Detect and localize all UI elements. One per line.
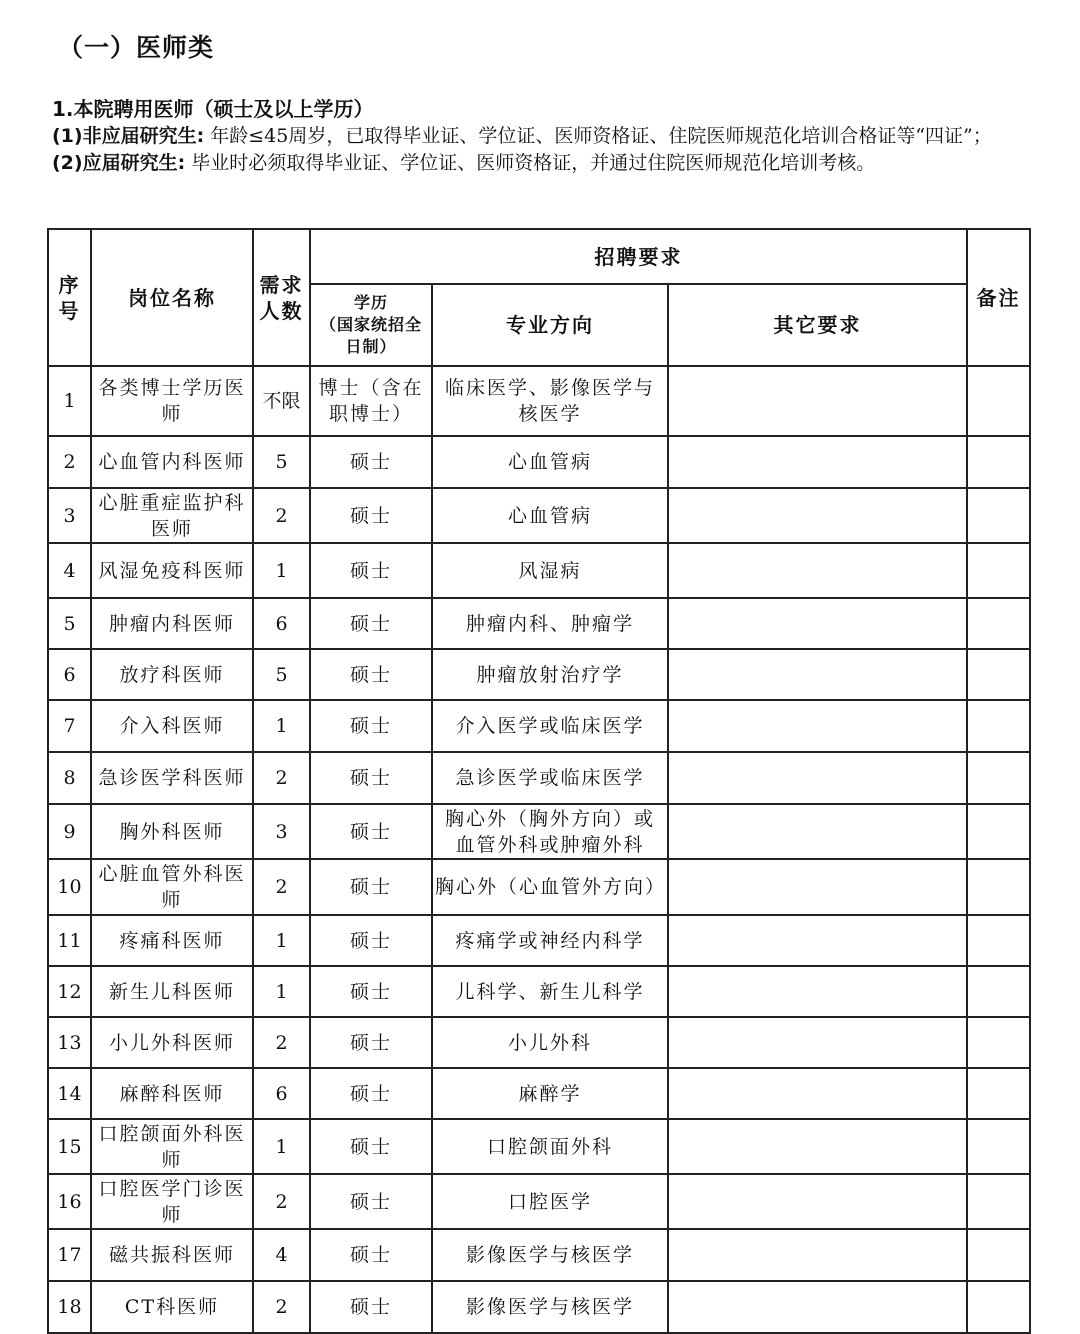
cell-major: 影像医学与核医学 [432,1281,668,1333]
header-row-1 [48,229,1030,284]
cell-education: 硕士 [310,543,432,598]
cell-no: 5 [48,598,91,649]
table-row [48,700,1030,752]
requirement-item-1 [52,123,1042,150]
table-row [48,1068,1030,1119]
cell-other [668,1119,967,1174]
cell-other [668,1068,967,1119]
requirement-item-1-text: 年龄≤45周岁，已取得毕业证、学位证、医师资格证、住院医师规范化培训合格证等“四证”； [204,125,992,147]
cell-other [668,649,967,700]
cell-no: 16 [48,1174,91,1229]
cell-major: 疼痛学或神经内科学 [432,915,668,966]
cell-no: 9 [48,804,91,859]
cell-no: 15 [48,1119,91,1174]
cell-other [668,598,967,649]
requirement-item-1-label: (1)非应届研究生: [52,125,205,147]
cell-major: 口腔医学 [432,1174,668,1229]
cell-position: 心血管内科医师 [91,436,253,488]
cell-other [668,752,967,804]
cell-count: 2 [253,1017,310,1068]
cell-count: 5 [253,649,310,700]
header-position: 岗位名称 [91,229,253,366]
cell-major: 肿瘤内科、肿瘤学 [432,598,668,649]
cell-position: 放疗科医师 [91,649,253,700]
table-row [48,966,1030,1017]
header-seq-line2: 号 [58,298,81,323]
cell-education: 硕士 [310,1017,432,1068]
cell-remarks [967,543,1030,598]
cell-position: 口腔医学门诊医师 [91,1174,253,1229]
cell-education: 硕士 [310,488,432,543]
cell-position: 介入科医师 [91,700,253,752]
cell-remarks [967,915,1030,966]
cell-education: 硕士 [310,598,432,649]
section-title: （一）医师类 [58,33,215,62]
cell-remarks [967,859,1030,915]
cell-count: 6 [253,598,310,649]
cell-position: 风湿免疫科医师 [91,543,253,598]
cell-no: 6 [48,649,91,700]
cell-position: 心脏重症监护科医师 [91,488,253,543]
cell-count: 1 [253,1119,310,1174]
cell-count: 3 [253,804,310,859]
cell-other [668,700,967,752]
recruitment-table [47,228,1031,1334]
cell-remarks [967,1229,1030,1281]
cell-position: 急诊医学科医师 [91,752,253,804]
cell-major: 急诊医学或临床医学 [432,752,668,804]
cell-count: 6 [253,1068,310,1119]
cell-count: 1 [253,915,310,966]
cell-major: 麻醉学 [432,1068,668,1119]
header-seq [48,229,91,366]
table-row [48,1174,1030,1229]
header-requirements: 招聘要求 [310,229,967,284]
cell-major: 心血管病 [432,488,668,543]
cell-education: 硕士 [310,1281,432,1333]
cell-education: 硕士 [310,1119,432,1174]
cell-education: 硕士 [310,859,432,915]
header-remarks: 备注 [967,229,1030,366]
table-row [48,436,1030,488]
table-row [48,543,1030,598]
cell-remarks [967,1119,1030,1174]
cell-education: 硕士 [310,700,432,752]
intro-heading: 1.本院聘用医师（硕士及以上学历） [52,97,374,121]
table-row [48,649,1030,700]
cell-education: 博士（含在职博士） [310,366,432,436]
cell-count: 1 [253,966,310,1017]
header-major: 专业方向 [432,284,668,366]
cell-position: CT科医师 [91,1281,253,1333]
cell-position: 胸外科医师 [91,804,253,859]
cell-other [668,488,967,543]
cell-count: 不限 [253,366,310,436]
cell-major: 心血管病 [432,436,668,488]
cell-major: 临床医学、影像医学与核医学 [432,366,668,436]
table-row [48,1119,1030,1174]
cell-no: 18 [48,1281,91,1333]
cell-count: 2 [253,859,310,915]
table-row [48,804,1030,859]
cell-no: 14 [48,1068,91,1119]
cell-position: 疼痛科医师 [91,915,253,966]
cell-no: 2 [48,436,91,488]
cell-remarks [967,1068,1030,1119]
cell-other [668,436,967,488]
table-row [48,915,1030,966]
cell-major: 小儿外科 [432,1017,668,1068]
cell-education: 硕士 [310,1174,432,1229]
cell-count: 1 [253,700,310,752]
header-education-line2: （国家统招全 [319,315,422,334]
cell-remarks [967,366,1030,436]
cell-education: 硕士 [310,804,432,859]
cell-remarks [967,1017,1030,1068]
cell-major: 口腔颌面外科 [432,1119,668,1174]
cell-other [668,1281,967,1333]
cell-major: 胸心外（胸外方向）或血管外科或肿瘤外科 [432,804,668,859]
cell-no: 8 [48,752,91,804]
header-count-line2: 人数 [259,298,304,323]
cell-other [668,804,967,859]
table-body [48,366,1030,1333]
cell-remarks [967,700,1030,752]
header-education-line1: 学历 [353,293,388,312]
header-education-line3: 日制） [345,337,397,356]
cell-count: 2 [253,488,310,543]
cell-count: 4 [253,1229,310,1281]
cell-no: 10 [48,859,91,915]
cell-other [668,859,967,915]
cell-position: 磁共振科医师 [91,1229,253,1281]
cell-remarks [967,649,1030,700]
cell-education: 硕士 [310,966,432,1017]
cell-no: 17 [48,1229,91,1281]
cell-no: 12 [48,966,91,1017]
requirement-item-2-label: (2)应届研究生: [52,152,186,174]
cell-education: 硕士 [310,752,432,804]
cell-count: 2 [253,1174,310,1229]
cell-other [668,966,967,1017]
table-row [48,1281,1030,1333]
table-row [48,366,1030,436]
cell-education: 硕士 [310,915,432,966]
header-count [253,229,310,366]
cell-no: 13 [48,1017,91,1068]
cell-remarks [967,488,1030,543]
cell-position: 各类博士学历医师 [91,366,253,436]
header-other: 其它要求 [668,284,967,366]
table-row [48,1229,1030,1281]
cell-education: 硕士 [310,1229,432,1281]
cell-count: 1 [253,543,310,598]
cell-remarks [967,752,1030,804]
table-row [48,598,1030,649]
intro-block [52,96,1042,177]
cell-position: 心脏血管外科医师 [91,859,253,915]
cell-major: 肿瘤放射治疗学 [432,649,668,700]
cell-major: 风湿病 [432,543,668,598]
cell-other [668,915,967,966]
header-education [310,284,432,366]
cell-no: 1 [48,366,91,436]
cell-remarks [967,966,1030,1017]
cell-position: 口腔颌面外科医师 [91,1119,253,1174]
cell-position: 麻醉科医师 [91,1068,253,1119]
cell-other [668,1229,967,1281]
cell-no: 3 [48,488,91,543]
cell-education: 硕士 [310,649,432,700]
cell-education: 硕士 [310,1068,432,1119]
cell-remarks [967,436,1030,488]
cell-other [668,1174,967,1229]
cell-other [668,1017,967,1068]
cell-remarks [967,598,1030,649]
table-row [48,488,1030,543]
requirement-item-2-text: 毕业时必须取得毕业证、学位证、医师资格证，并通过住院医师规范化培训考核。 [185,152,876,174]
header-seq-line1: 序 [58,272,81,297]
cell-count: 2 [253,752,310,804]
cell-position: 小儿外科医师 [91,1017,253,1068]
header-count-line1: 需求 [259,272,304,297]
cell-count: 5 [253,436,310,488]
cell-other [668,543,967,598]
table-row [48,859,1030,915]
cell-remarks [967,1174,1030,1229]
cell-no: 11 [48,915,91,966]
cell-remarks [967,804,1030,859]
cell-no: 7 [48,700,91,752]
table-row [48,752,1030,804]
cell-major: 胸心外（心血管外方向） [432,859,668,915]
cell-major: 儿科学、新生儿科学 [432,966,668,1017]
cell-position: 肿瘤内科医师 [91,598,253,649]
cell-other [668,366,967,436]
requirement-item-2 [52,150,1042,177]
cell-major: 影像医学与核医学 [432,1229,668,1281]
cell-no: 4 [48,543,91,598]
cell-remarks [967,1281,1030,1333]
cell-education: 硕士 [310,436,432,488]
cell-count: 2 [253,1281,310,1333]
table-row [48,1017,1030,1068]
cell-position: 新生儿科医师 [91,966,253,1017]
cell-major: 介入医学或临床医学 [432,700,668,752]
